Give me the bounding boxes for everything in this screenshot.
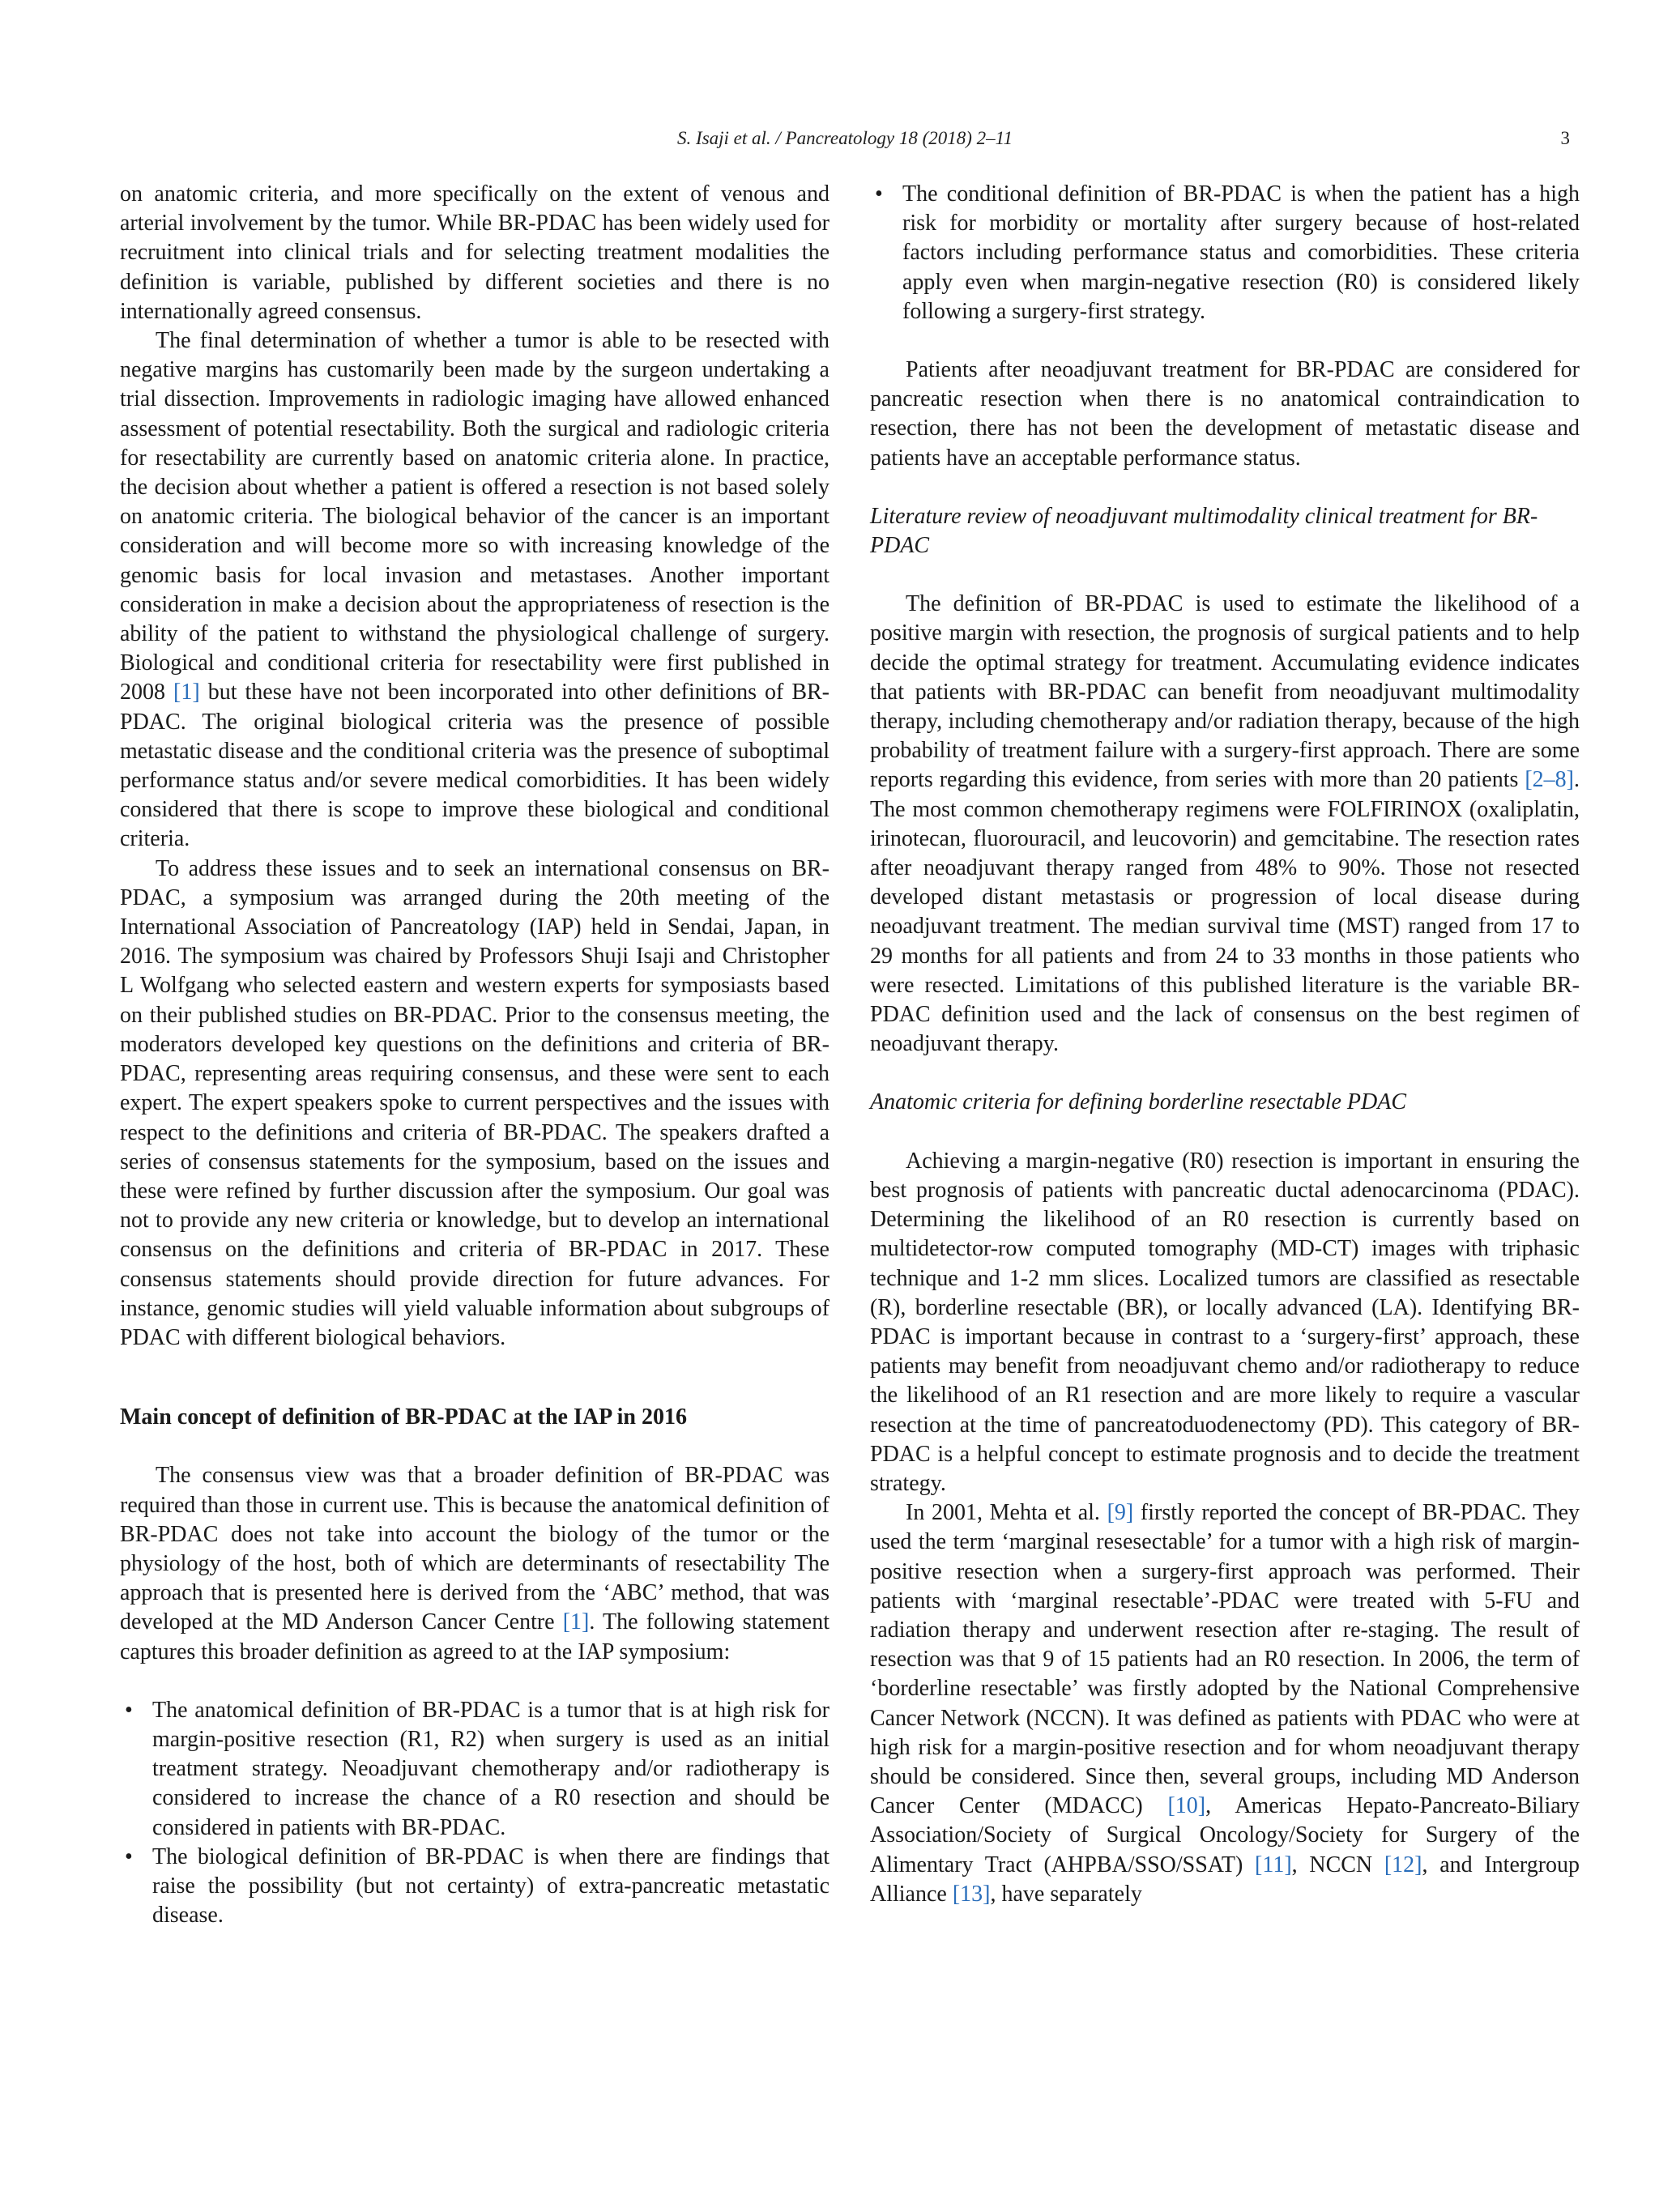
- text: , and Intergroup Alliance: [870, 1852, 1580, 1907]
- text: , NCCN: [1291, 1852, 1384, 1877]
- paragraph: [120, 1461, 830, 1666]
- citation-link[interactable]: [1]: [562, 1609, 590, 1635]
- citation-link[interactable]: [12]: [1384, 1852, 1422, 1877]
- paragraph: To address these issues and to seek an international consensus on BR-PDAC, a symposium was arranged during the 20th meeting of the International Association of Pancreatology (IAP) held in Sendai, Japan, in 2016. The symposium was chaired by Professors Shuji Isaji and Christopher L Wolfgang who selected eastern and western experts for symposiasts based on their published studies on BR-PDAC. Prior to the consensus meeting, the moderators developed key questions on the definitions and criteria of BR-PDAC, representing areas requiring consensus, and these were sent to each expert. The expert speakers spoke to current perspectives and the issues with respect to the definitions and criteria of BR-PDAC. The speakers drafted a series of consensus statements for the symposium, based on the issues and these were refined by further discussion after the symposium. Our goal was not to provide any new criteria or knowledge, but to develop an international consensus on the definitions and criteria of BR-PDAC in 2017. These consensus statements should provide direction for future advances. For instance, genomic studies will yield valuable information about subgroups of PDAC with different biological behaviors.: [120, 855, 830, 1350]
- list-item: • The conditional definition of BR-PDAC is when the patient has a high risk for morbidity or mortality after surgery because of host-related factors including performance status and comorbidities. These criteria apply even when margin-negative resection (R0) is considered likely following a surgery-first strategy.: [870, 180, 1580, 326]
- paragraph: Achieving a margin-negative (R0) resection is important in ensuring the best prognosis of patients with pancreatic ductal adenocarcinoma (PDAC). Determining the likelihood of an R0 resection is currently based on multidetector-row computed tomography (MD-CT) images with triphasic technique and 1-2 mm slices. Localized tumors are classified as resectable (R), borderline resectable (BR), or locally advanced (LA). Identifying BR-PDAC is important because in contrast to a ‘surgery-first’ approach, these patients may benefit from neoadjuvant chemo and/or radiotherapy to reduce the likelihood of an R1 resection and are more likely to require a vascular resection at the time of pancreatoduodenectomy (PD). This category of BR-PDAC is a helpful concept to estimate prognosis and to decide the treatment strategy.: [870, 1148, 1580, 1496]
- citation-link[interactable]: [9]: [1107, 1500, 1134, 1526]
- page-number: 3: [1560, 128, 1570, 148]
- citation-link[interactable]: [11]: [1255, 1852, 1292, 1877]
- text: The final determination of whether a tumor is able to be resected with negative margins has customarily been made by the surgeon undertaking a trial dissection. Improvements in radiologic imaging have allowed enhanced assessment of potential resectability. Both the surgical and radiologic criteria for resectability are currently based on anatomic criteria alone. In practice, the decision about whether a patient is offered a resection is not based solely on anatomic criteria. The biological behavior of the cancer is an important consideration and will become more so with increasing knowledge of the genomic basis for local invasion and metastases. Another important consideration in make a decision about the appropriateness of resection is the ability of the patient to withstand the physiological challenge of surgery. Biological and conditional criteria for resectability were first published in 2008: [120, 328, 830, 705]
- paragraph: on anatomic criteria, and more specifically on the extent of venous and arterial involvement by the tumor. While BR-PDAC has been widely used for recruitment into clinical trials and for selecting treatment modalities the definition is variable, published by different societies and there is no internationally agreed consensus.: [120, 181, 830, 324]
- running-header: S. Isaji et al. / Pancreatology 18 (2018) 2–11: [677, 128, 1013, 148]
- text: but these have not been incorporated into other definitions of BR-PDAC. The original biological criteria was the presence of possible metastatic disease and the conditional criteria was the presence of suboptimal performance status and/or severe medical comorbidities. It has been widely considered that there is scope to improve these biological and conditional criteria.: [120, 680, 830, 852]
- definition-list: [870, 180, 1580, 326]
- paragraph: [870, 1498, 1580, 1909]
- subsection-title: Anatomic criteria for defining borderline resectable PDAC: [870, 1089, 1407, 1115]
- text: . The most common chemotherapy regimens were FOLFIRINOX (oxaliplatin, irinotecan, fluorouracil, and leucovorin) and gemcitabine. The resection rates after neoadjuvant therapy ranged from 48% to 90%. Those not resected developed distant metastasis or progression of local disease during neoadjuvant treatment. The median survival time (MST) ranged from 17 to 29 months for all patients and from 24 to 33 months in those patients who were resected. Limitations of this published literature is the variable BR-PDAC definition used and the lack of consensus on the best regimen of neoadjuvant therapy.: [870, 767, 1580, 1057]
- text: , Americas Hepato-Pancreato-Biliary Association/Society of Surgical Oncology/Society for Surgery of the Alimentary Tract (AHPBA/SSO/SSAT): [870, 1793, 1580, 1877]
- left-column: [120, 180, 830, 1930]
- list-item: • The biological definition of BR-PDAC is when there are findings that raise the possibility (but not certainty) of extra-pancreatic metastatic disease.: [120, 1843, 830, 1931]
- citation-link[interactable]: [1]: [173, 680, 200, 705]
- paragraph: Patients after neoadjuvant treatment for BR-PDAC are considered for pancreatic resection when there is no anatomical contraindication to resection, there has not been the development of metastatic disease and patients have an acceptable performance status.: [870, 357, 1580, 471]
- paragraph: [120, 326, 830, 855]
- text: firstly reported the concept of BR-PDAC. They used the term ‘marginal resesectable’ for a tumor with a high risk of margin-positive resection when a surgery-first approach was performed. Their patients with ‘marginal resectable’-PDAC were treated with 5-FU and radiation therapy and underwent resection after re-staging. The result of resection was that 9 of 15 patients had an R0 resection. In 2006, the term of ‘borderline resectable’ was firstly adopted by the National Comprehensive Cancer Network (NCCN). It was defined as patients with PDAC who were at high risk for a margin-positive resection and for whom neoadjuvant therapy should be considered. Since then, several groups, including MD Anderson Cancer Center (MDACC): [870, 1500, 1580, 1819]
- right-column: [870, 180, 1580, 1909]
- text: . The following statement captures this broader definition as agreed to at the IAP symposium:: [120, 1609, 830, 1664]
- definition-list: [120, 1696, 830, 1931]
- citation-link[interactable]: [13]: [952, 1881, 991, 1907]
- citation-link[interactable]: [2–8]: [1525, 767, 1574, 793]
- list-item: • The anatomical definition of BR-PDAC is a tumor that is at high risk for margin-positive resection (R1, R2) when surgery is used as an initial treatment strategy. Neoadjuvant chemotherapy and/or radiotherapy is considered to increase the chance of a R0 resection and should be considered in patients with BR-PDAC.: [120, 1696, 830, 1843]
- text: , have separately: [990, 1881, 1142, 1907]
- subsection-title: Literature review of neoadjuvant multimodality clinical treatment for BR-PDAC: [870, 503, 1538, 559]
- text: In 2001, Mehta et al.: [906, 1500, 1107, 1526]
- section-title: Main concept of definition of BR-PDAC at the IAP in 2016: [120, 1404, 687, 1430]
- paragraph: [870, 590, 1580, 1059]
- text: The definition of BR-PDAC is used to estimate the likelihood of a positive margin with resection, the prognosis of surgical patients and to help decide the optimal strategy for treatment. Accumulating evidence indicates that patients with BR-PDAC can benefit from neoadjuvant multimodality therapy, including chemotherapy and/or radiation therapy, because of the high probability of treatment failure with a surgery-first approach. There are some reports regarding this evidence, from series with more than 20 patients: [870, 591, 1580, 793]
- citation-link[interactable]: [10]: [1167, 1793, 1206, 1819]
- text: The consensus view was that a broader definition of BR-PDAC was required than those in current use. This is because the anatomical definition of BR-PDAC does not take into account the biology of the tumor or the physiology of the host, both of which are determinants of resectability The approach that is presented here is derived from the ‘ABC’ method, that was developed at the MD Anderson Cancer Centre: [120, 1463, 830, 1635]
